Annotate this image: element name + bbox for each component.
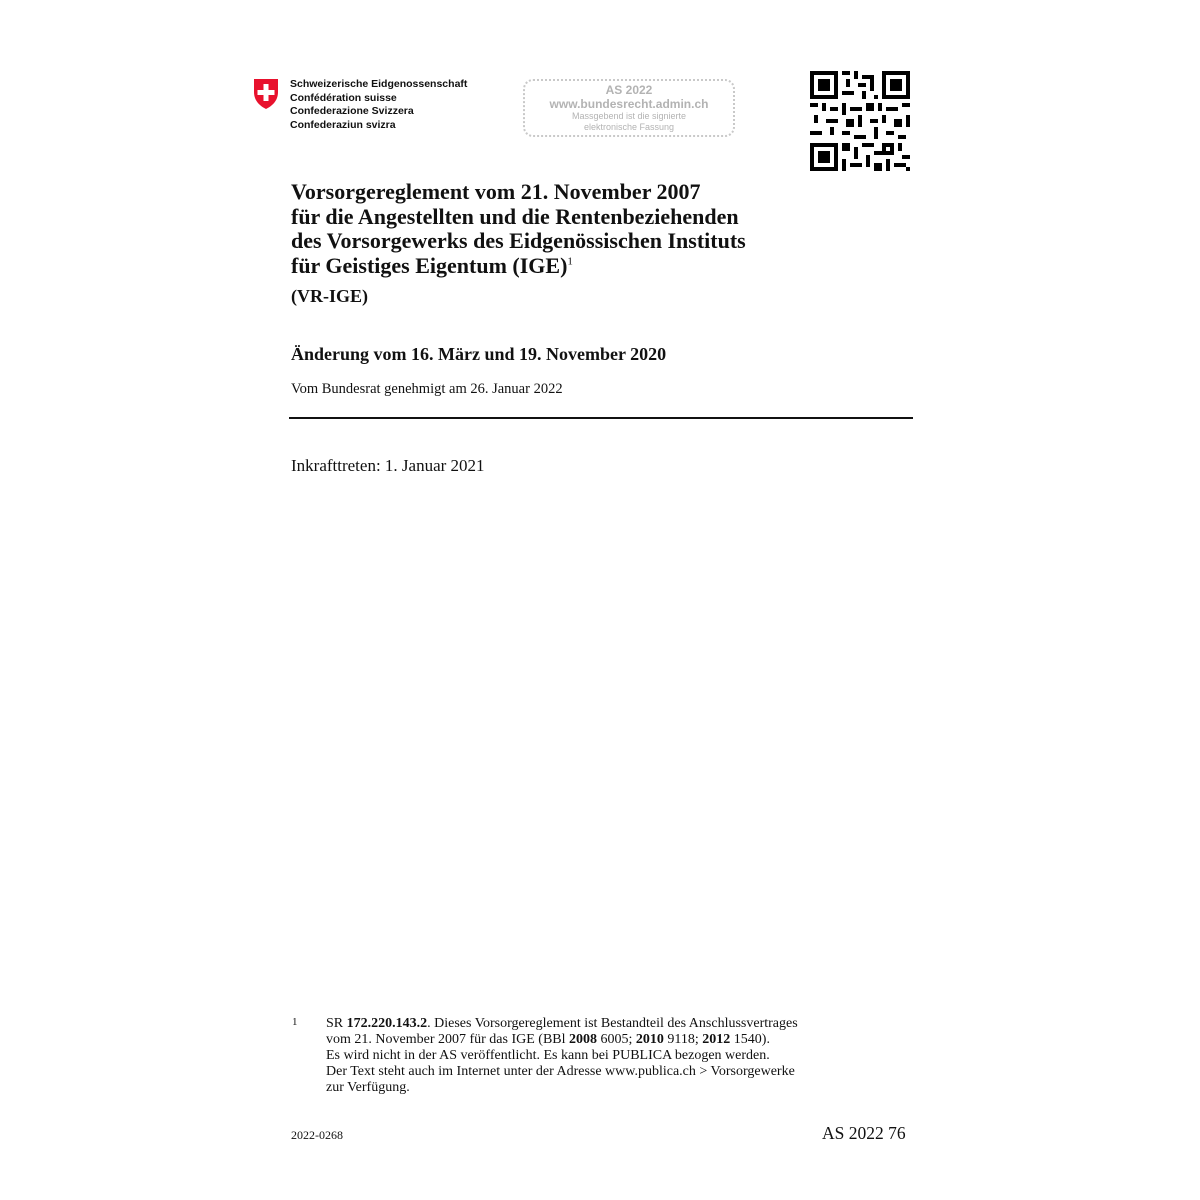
footnote-line-4: Der Text steht auch im Internet unter der Adresse www.publica.ch > Vorsorgewerke: [326, 1064, 795, 1079]
federal-name-de: Schweizerische Eidgenossenschaft: [290, 78, 468, 90]
federal-name-rm: Confederaziun svizra: [290, 118, 396, 131]
title-line-1: Vorsorgereglement vom 21. November 2007: [291, 179, 701, 204]
federal-name-fr: Confédération suisse: [290, 91, 397, 104]
official-stamp: [523, 79, 735, 137]
title-line-2: für die Angestellten und die Rentenbeziehenden: [291, 203, 739, 229]
footnote-line-3: Es wird nicht in der AS veröffentlicht. Es kann bei PUBLICA bezogen werden.: [326, 1048, 770, 1063]
footnote-reference[interactable]: 1: [567, 255, 573, 268]
swiss-cross-shield-icon: [252, 78, 280, 110]
title-line-4: [291, 254, 931, 279]
footnote-line-5: zur Verfügung.: [326, 1080, 410, 1095]
entry-into-force: Inkrafttreten: 1. Januar 2021: [291, 456, 485, 475]
document-title: [291, 180, 931, 278]
stamp-note-2: elektronische Fassung: [583, 122, 675, 132]
federal-name-it: Confederazione Svizzera: [290, 105, 414, 117]
qr-code-icon: [810, 71, 910, 171]
footnote-text: [326, 1016, 906, 1096]
title-line-3: des Vorsorgewerks des Eidgenössischen Instituts: [291, 228, 746, 253]
footnote-line-2: vom 21. November 2007 für das IGE (BBl 2008 6005; 2010 9118; 2012 1540).: [326, 1032, 770, 1047]
footnote-line-1: SR 172.220.143.2. Dieses Vorsorgereglement ist Bestandteil des Anschlussvertrages: [326, 1016, 798, 1031]
federal-names: [290, 78, 467, 132]
amendment-heading: Änderung vom 16. März und 19. November 2020: [291, 344, 667, 364]
sr-number: 172.220.143.2: [346, 1016, 428, 1031]
document-number: 2022-0268: [291, 1128, 343, 1142]
stamp-note-1: Massgebend ist die signierte: [571, 111, 687, 121]
title-line-4-text: für Geistiges Eigentum (IGE): [291, 252, 568, 278]
as-reference: AS 2022 76: [822, 1123, 906, 1143]
footnote-number: 1: [292, 1016, 298, 1028]
approval-note: Vom Bundesrat genehmigt am 26. Januar 2022: [291, 381, 563, 397]
title-abbreviation: (VR-IGE): [291, 286, 368, 306]
stamp-url: www.bundesrecht.admin.ch: [549, 97, 709, 111]
divider: [289, 417, 913, 419]
stamp-collection: AS 2022: [605, 83, 653, 97]
